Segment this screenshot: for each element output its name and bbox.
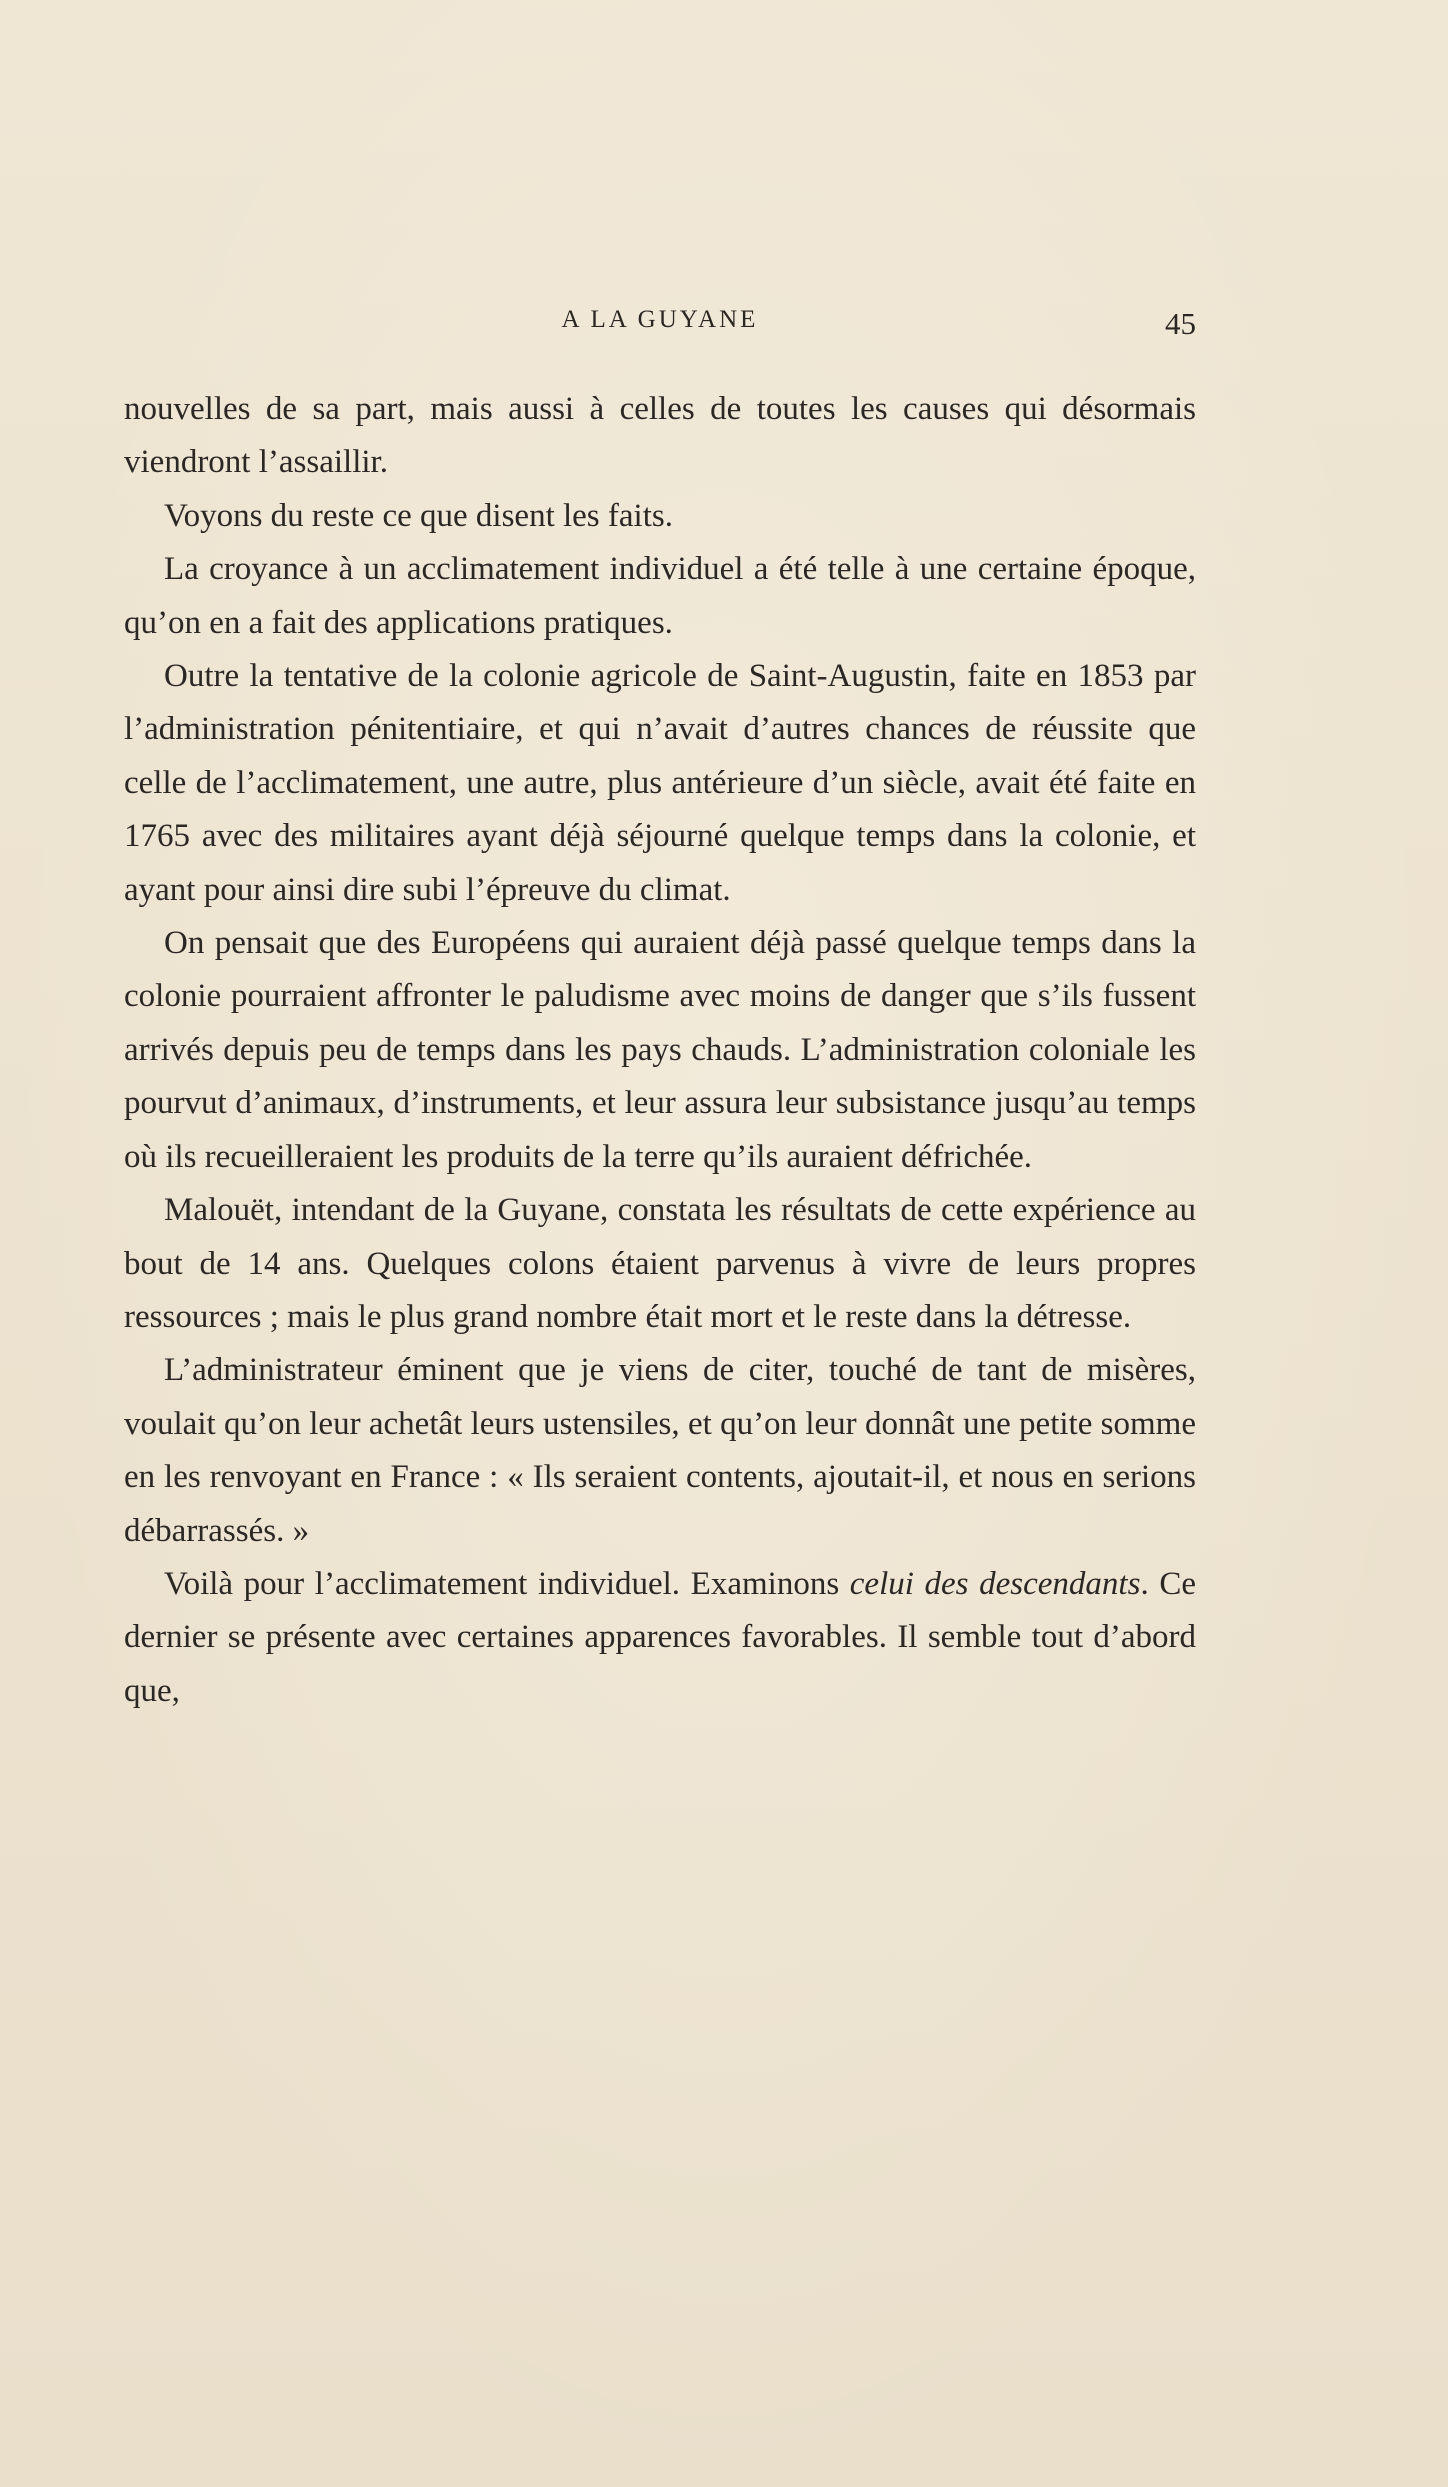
paragraph-text: Voilà pour l’acclimatement individuel. Examinons [164,1565,850,1602]
page-number: 45 [1165,306,1196,341]
paragraph: La croyance à un acclimatement individuel a été telle à une certaine époque, qu’on en a fait des applications pratiques. [124,551,1196,641]
paragraph: Voyons du reste ce que disent les faits. [164,497,673,534]
paragraph [124,1558,1196,1718]
italic-phrase: celui des descendants [849,1565,1141,1602]
running-title: A LA GUYANE [561,306,759,333]
paragraph: On pensait que des Européens qui auraient déjà passé quelque temps dans la colonie pourraient affronter le paludisme avec moins de danger que s’ils fussent arrivés depuis peu de temps dans les pays chauds. L’administration coloniale les pourvut d’animaux, d’instruments, et leur assura leur subsistance jusqu’au temps où ils recueilleraient les produits de la terre qu’ils auraient défrichée. [124,925,1196,1175]
running-head [124,306,1196,346]
paragraph: nouvelles de sa part, mais aussi à celles de toutes les causes qui désormais viendront l’assaillir. [124,391,1196,481]
paragraph: Outre la tentative de la colonie agricole de Saint-Augustin, faite en 1853 par l’administration pénitentiaire, et qui n’avait d’autres chances de réussite que celle de l’acclimatement, une autre, plus antérieure d’un siècle, avait été faite en 1765 avec des militaires ayant déjà séjourné quelque temps dans la colonie, et ayant pour ainsi dire subi l’épreuve du climat. [124,658,1196,908]
body-text [124,383,1196,1718]
paragraph: Malouët, intendant de la Guyane, constata les résultats de cette expérience au bout de 14 ans. Quelques colons étaient parvenus à vivre de leurs propres ressources ; mais le plus grand nombre était mort et le reste dans la détresse. [124,1192,1196,1335]
paragraph: L’administrateur éminent que je viens de citer, touché de tant de misères, voulait qu’on leur achetât leurs ustensiles, et qu’on leur donnât une petite somme en les renvoyant en France : « Ils seraient contents, ajoutait-il, et nous en serions débarrassés. » [124,1352,1196,1549]
paragraph-text: . Ce dernier se présente avec certaines apparences favorables. Il semble tout d’abord que, [124,1565,1196,1709]
